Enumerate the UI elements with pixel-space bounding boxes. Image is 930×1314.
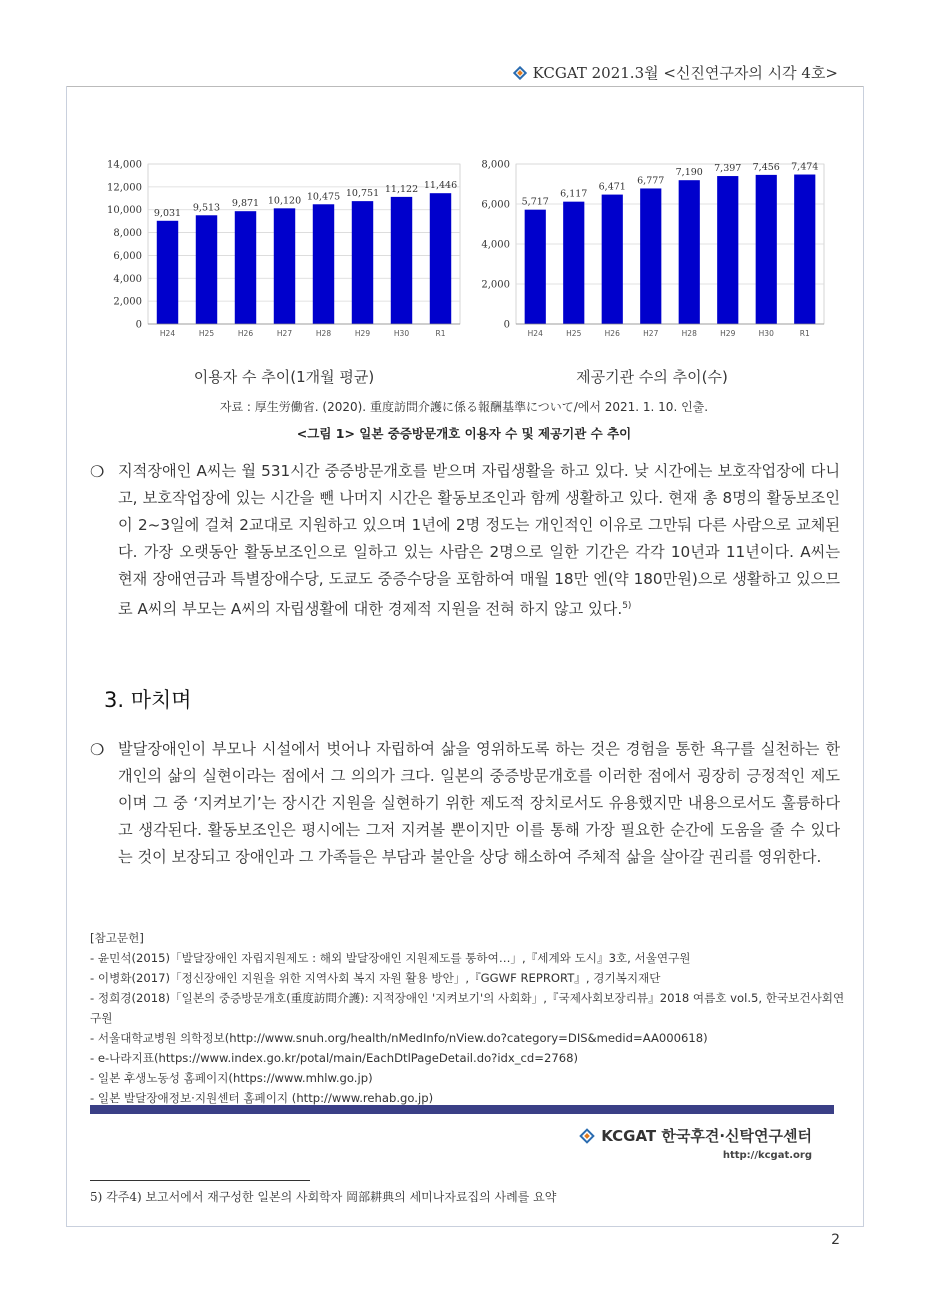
bar [602, 195, 623, 324]
footer-bar [90, 1105, 834, 1114]
data-label: 9,871 [231, 198, 260, 210]
x-tick-label: H25 [566, 329, 582, 338]
reference-item: - 윤민석(2015)「발달장애인 자립지원제도 : 해외 발달장애인 지원제도를 통하여…」,『세계와 도시』3호, 서울연구원 [90, 951, 691, 965]
x-tick-label: H28 [315, 329, 332, 338]
chart-providers [472, 152, 832, 352]
bar [794, 175, 815, 324]
header-text: KCGAT 2021.3월 <신진연구자의 시각 4호> [532, 64, 838, 82]
kcgat-logo [579, 1125, 812, 1161]
y-tick-label: 6,000 [481, 199, 510, 211]
references [90, 928, 850, 1108]
bar [717, 176, 738, 324]
x-tick-label: H27 [276, 329, 293, 338]
logo-name: KCGAT 한국후견·신탁연구센터 [601, 1127, 812, 1145]
chart-providers-svg [472, 152, 832, 352]
paragraph-conclusion-text: 발달장애인이 부모나 시설에서 벗어나 자립하여 삶을 영위하도록 하는 것은 경험을 통한 욕구를 실천하는 한 개인의 삶의 실현이라는 점에서 그 의의가 크다. 일본의 중증방문개호를 이러한 점에서 굉장히 긍정적인 제도이며 그 중 ‘지켜보기’는 장시간 지원을 실현하기 위한 제도적 장치로서도 유용했지만 내용으로서도 훌륭하다고 생각된다. 활동보조인은 평시에는 그저 지켜볼 뿐이지만 이를 통해 가장 필요한 순간에 도움을 줄 수 있다는 것이 보장되고 장애인과 그 가족들은 부담과 불안을 상당 해소하여 주체적 삶을 살아갈 권리를 영위한다. [118, 740, 840, 866]
x-tick-label: H25 [198, 329, 215, 338]
footnote-rule [90, 1180, 310, 1181]
data-label: 9,513 [192, 202, 221, 214]
bar [196, 215, 217, 324]
y-tick-label: 4,000 [481, 239, 510, 251]
data-label: 9,031 [153, 207, 182, 219]
data-label: 10,120 [267, 195, 302, 207]
data-label: 6,777 [637, 175, 665, 187]
page-number: 2 [831, 1232, 840, 1248]
reference-item[interactable]: - 일본 발달장애정보·지원센터 홈페이지 (http://www.rehab.go.jp) [90, 1091, 434, 1105]
footnote: 5) 각주4) 보고서에서 재구성한 일본의 사회학자 岡部耕典의 세미나자료집의 사례를 요약 [90, 1190, 557, 1204]
reference-item[interactable]: - e-나라지표(https://www.index.go.kr/potal/main/EachDtlPageDetail.do?idx_cd=2768) [90, 1051, 579, 1065]
x-tick-label: R1 [799, 329, 810, 338]
data-label: 7,190 [675, 167, 703, 179]
x-tick-label: H26 [237, 329, 254, 338]
x-tick-label: H26 [604, 329, 620, 338]
y-tick-label: 2,000 [481, 279, 510, 291]
logo-url[interactable]: http://kcgat.org [722, 1150, 812, 1161]
data-label: 7,456 [752, 161, 780, 173]
page-header [513, 62, 838, 83]
paragraph-case-text: 지적장애인 A씨는 월 531시간 중증방문개호를 받으며 자립생활을 하고 있다. 낮 시간에는 보호작업장에 다니고, 보호작업장에 있는 시간을 뺀 나머지 시간은 활동보조인과 함께 생활하고 있다. 현재 총 8명의 활동보조인이 2~3일에 걸쳐 2교대로 지원하고 있으며 1년에 2명 정도는 개인적인 이유로 그만둬 다른 사람으로 교체된다. 가장 오랫동안 활동보조인으로 일하고 있는 사람은 2명으로 일한 기간은 각각 10년과 11년이다. A씨는 현재 장애연금과 특별장애수당, 도쿄도 중증수당을 포함하여 매월 18만 엔(약 180만원)으로 생활하고 있으므로 A씨의 부모는 A씨의 자립생활에 대한 경제적 지원을 전혀 하지 않고 있다. [118, 462, 840, 619]
x-tick-label: R1 [435, 329, 446, 338]
data-label: 7,474 [791, 161, 819, 173]
x-tick-label: H29 [720, 329, 736, 338]
bar [679, 180, 700, 324]
y-tick-label: 6,000 [113, 250, 142, 262]
data-label: 5,717 [521, 196, 549, 208]
bar [430, 193, 451, 324]
y-tick-label: 14,000 [107, 159, 142, 171]
bar [274, 208, 295, 324]
x-tick-label: H28 [681, 329, 697, 338]
kcgat-diamond-icon [513, 66, 527, 80]
figure-caption: <그림 1> 일본 중증방문개호 이용자 수 및 제공기관 수 추이 [296, 426, 632, 441]
reference-item[interactable]: - 일본 후생노동성 홈페이지(https://www.mhlw.go.jp) [90, 1071, 373, 1085]
reference-item: - 이병화(2017)「정신장애인 지원을 위한 지역사회 복지 자원 활용 방안」,『GGWF REPRORT』, 경기복지재단 [90, 971, 661, 985]
footnote-ref[interactable]: 5) [622, 601, 632, 611]
bar [391, 197, 412, 324]
x-tick-label: H30 [393, 329, 410, 338]
y-tick-label: 10,000 [107, 205, 142, 217]
section-title: 3. 마치며 [104, 688, 192, 712]
figure-source: 자료 : 厚生労働省. (2020). 重度訪問介護に係る報酬基準について/에서 2021. 1. 10. 인출. [219, 400, 709, 414]
bullet-icon: ❍ [90, 740, 105, 759]
paragraph-case [90, 458, 840, 623]
y-tick-label: 2,000 [113, 296, 142, 308]
data-label: 6,117 [560, 188, 588, 200]
bullet-icon: ❍ [90, 462, 105, 481]
chart-users-svg [100, 152, 468, 352]
y-tick-label: 12,000 [107, 182, 142, 194]
x-tick-label: H30 [758, 329, 774, 338]
kcgat-logo-icon [579, 1128, 595, 1144]
y-tick-label: 8,000 [481, 159, 510, 171]
bar [235, 211, 256, 324]
y-tick-label: 0 [135, 319, 142, 331]
chart-users-caption: 이용자 수 추이(1개월 평균) [193, 368, 375, 386]
y-tick-label: 4,000 [113, 273, 142, 285]
chart-providers-caption: 제공기관 수의 추이(수) [576, 368, 728, 386]
data-label: 6,471 [598, 181, 626, 193]
reference-item[interactable]: - 서울대학교병원 의학정보(http://www.snuh.org/health/nMedInfo/nView.do?category=DIS&medid=AA000618) [90, 1031, 708, 1045]
y-tick-label: 0 [503, 319, 510, 331]
bar [352, 201, 373, 324]
bar [563, 202, 584, 324]
bar [756, 175, 777, 324]
bar [640, 188, 661, 324]
x-tick-label: H27 [643, 329, 659, 338]
x-tick-label: H24 [527, 329, 543, 338]
references-heading: [참고문헌] [90, 931, 144, 945]
bar [157, 221, 178, 324]
data-label: 10,475 [306, 191, 341, 203]
x-tick-label: H24 [159, 329, 176, 338]
paragraph-conclusion [90, 736, 840, 871]
reference-item: - 정희경(2018)「일본의 중증방문개호(重度訪問介護): 지적장애인 '지켜보기'의 사회화」,『국제사회보장리뷰』2018 여름호 vol.5, 한국보건사회연구원 [90, 991, 845, 1025]
data-label: 7,397 [714, 163, 742, 175]
data-label: 11,446 [423, 180, 458, 192]
chart-users [100, 152, 468, 352]
x-tick-label: H29 [354, 329, 371, 338]
bar [525, 210, 546, 324]
bar [313, 204, 334, 324]
data-label: 10,751 [345, 188, 380, 200]
data-label: 11,122 [384, 183, 419, 195]
y-tick-label: 8,000 [113, 228, 142, 240]
